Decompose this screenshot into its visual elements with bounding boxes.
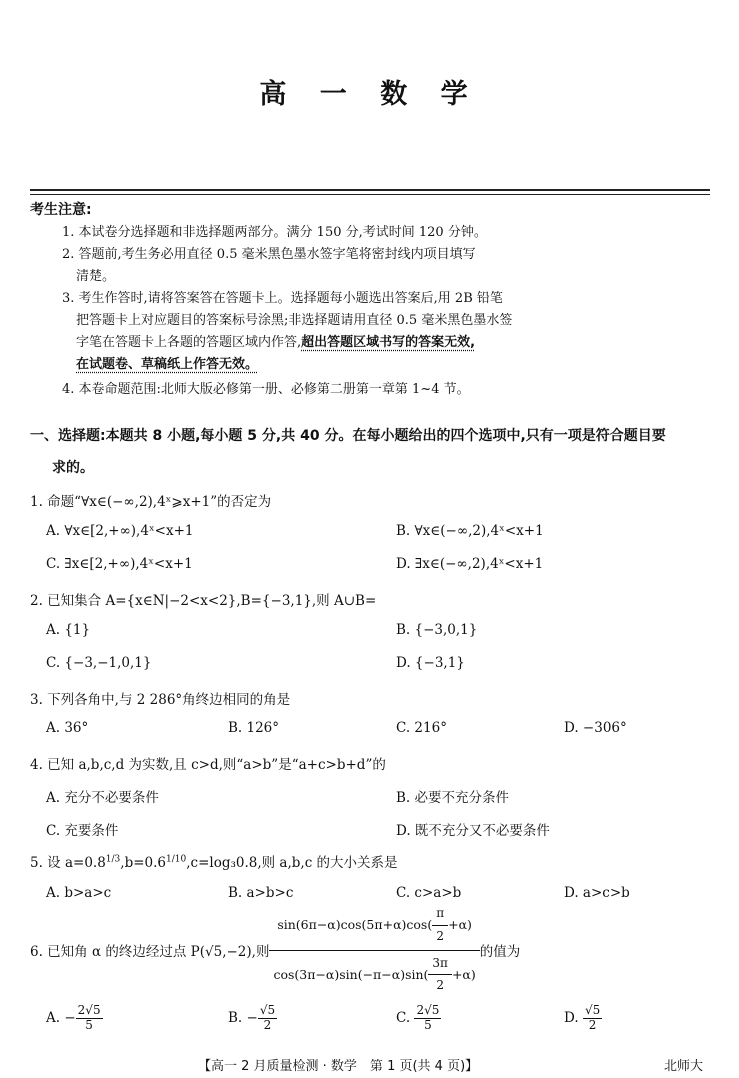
option-label: B.	[228, 1010, 243, 1027]
option-fraction	[258, 1004, 277, 1033]
page-title: 高 一 数 学	[259, 79, 480, 110]
option-label: D.	[564, 1010, 579, 1027]
question-3-option-c: C. 216°	[396, 720, 447, 736]
question-2-stem: 2. 已知集合 A={x∈N|−2<x<2},B={−3,1},则 A∪B=	[30, 593, 377, 609]
notice-item-3: 3. 考生作答时,请将答案答在答题卡上。选择题每小题选出答案后,用 2B 铅笔	[62, 291, 503, 306]
question-4-stem: 4. 已知 a,b,c,d 为实数,且 c>d,则“a>b”是“a+c>b+d”的	[30, 757, 386, 773]
notice-emphasis-2: 在试题卷、草稿纸上作答无效。	[76, 357, 259, 372]
question-5-option-d: D. a>c>b	[564, 885, 630, 901]
option-denominator: 5	[85, 1017, 93, 1032]
q6-den-text: cos(3π−α)sin(−π−α)sin(	[273, 966, 429, 982]
notice-item-3-text: 字笔在答题卡上各题的答题区域内作答,	[76, 335, 302, 350]
question-2-option-d: D. {−3,1}	[396, 655, 465, 671]
q6-stem-part: 6. 已知角 α 的终边经过点 P(√5,−2),则	[30, 944, 270, 960]
notice-item-2: 2. 答题前,考生务必用直径 0.5 毫米黑色墨水签字笔将密封线内项目填写	[62, 247, 476, 262]
header-rule-thick	[30, 189, 710, 191]
question-2-option-b: B. {−3,0,1}	[396, 622, 478, 638]
footer-edition: 北师大	[664, 1059, 704, 1074]
q6-expression	[269, 903, 479, 997]
q6-num-text: +α)	[448, 916, 472, 932]
question-1-option-a: A. ∀x∈[2,+∞),4ˣ<x+1	[46, 523, 194, 539]
question-4-option-d: D. 既不充分又不必要条件	[396, 823, 550, 839]
option-sign: −	[246, 1010, 258, 1027]
question-6-option-d	[564, 1004, 602, 1033]
question-4-option-c: C. 充要条件	[46, 823, 119, 839]
question-5-stem	[30, 851, 398, 871]
q5-exponent-a: 1/3	[105, 854, 121, 865]
q6-denominator	[269, 951, 479, 998]
q6-den-frac	[428, 955, 452, 996]
notice-heading: 考生注意:	[30, 202, 92, 218]
q6-stem-part: 的值为	[479, 944, 521, 960]
question-5-option-c: C. c>a>b	[396, 885, 462, 901]
question-5-option-a: A. b>a>c	[46, 885, 112, 901]
question-3-option-a: A. 36°	[46, 720, 89, 736]
q6-num-frac	[432, 905, 448, 946]
option-denominator: 2	[263, 1017, 272, 1032]
option-label: A.	[46, 1010, 61, 1027]
notice-item-4: 4. 本卷命题范围:北师大版必修第一册、必修第二册第一章第 1~4 节。	[62, 382, 470, 397]
option-sign: −	[64, 1010, 76, 1027]
notice-item-3-cont1: 把答题卡上对应题目的答案标号涂黑;非选择题请用直径 0.5 毫米黑色墨水签	[76, 313, 513, 328]
option-fraction	[414, 1004, 441, 1033]
question-5-option-b: B. a>b>c	[228, 885, 294, 901]
q5-stem-part: 5. 设 a=0.8	[30, 855, 106, 871]
question-6-option-c	[396, 1004, 441, 1033]
q6-den-frac-top: 3π	[428, 955, 452, 976]
header-rule-thin	[30, 194, 710, 195]
question-3-option-d: D. −306°	[564, 720, 627, 736]
question-1-stem: 1. 命题“∀x∈(−∞,2),4ˣ⩾x+1”的否定为	[30, 494, 272, 510]
q6-numerator	[269, 903, 479, 951]
question-1-option-b: B. ∀x∈(−∞,2),4ˣ<x+1	[396, 523, 544, 539]
page-footer: 【高一 2 月质量检测 · 数学 第 1 页(共 4 页)】	[198, 1059, 479, 1074]
option-numerator: 2√5	[77, 1003, 101, 1017]
q6-den-text: +α)	[451, 966, 476, 982]
question-3-stem: 3. 下列各角中,与 2 286°角终边相同的角是	[30, 692, 291, 708]
option-denominator: 2	[588, 1017, 597, 1032]
q6-den-frac-bottom: 2	[436, 978, 444, 993]
question-1-option-c: C. ∃x∈[2,+∞),4ˣ<x+1	[46, 556, 193, 572]
q6-num-text: sin(6π−α)cos(5π+α)cos(	[277, 916, 433, 932]
question-3-option-b: B. 126°	[228, 720, 280, 736]
notice-item-1: 1. 本试卷分选择题和非选择题两部分。满分 150 分,考试时间 120 分钟。	[62, 225, 487, 240]
option-denominator: 5	[424, 1017, 432, 1032]
notice-item-3-cont2	[76, 331, 475, 350]
question-2-option-a: A. {1}	[46, 622, 91, 638]
q5-stem-part: ,c=log₃0.8,则 a,b,c 的大小关系是	[186, 855, 398, 871]
section-heading-cont: 求的。	[52, 460, 94, 476]
option-label: C.	[396, 1010, 411, 1027]
option-fraction	[583, 1004, 602, 1033]
q6-num-frac-bottom: 2	[436, 928, 444, 943]
question-2-option-c: C. {−3,−1,0,1}	[46, 655, 152, 671]
q6-num-frac-top: π	[432, 905, 448, 926]
question-6-option-a	[46, 1004, 103, 1033]
question-6-stem	[30, 905, 521, 993]
option-numerator: √5	[584, 1003, 601, 1017]
question-4-option-a: A. 充分不必要条件	[46, 790, 159, 806]
option-numerator: 2√5	[416, 1003, 440, 1017]
q5-exponent-b: 1/10	[166, 854, 187, 865]
option-numerator: √5	[259, 1003, 276, 1017]
section-heading: 一、选择题:本题共 8 小题,每小题 5 分,共 40 分。在每小题给出的四个选项中,只有一项是符合题目要	[30, 428, 666, 444]
question-4-option-b: B. 必要不充分条件	[396, 790, 510, 806]
notice-item-2-cont: 清楚。	[76, 269, 116, 284]
question-1-option-d: D. ∃x∈(−∞,2),4ˣ<x+1	[396, 556, 544, 572]
option-fraction	[76, 1004, 103, 1033]
question-6-option-b	[228, 1004, 277, 1033]
q5-stem-part: ,b=0.6	[120, 855, 166, 871]
notice-emphasis-1: 超出答题区域书写的答案无效,	[301, 335, 476, 350]
